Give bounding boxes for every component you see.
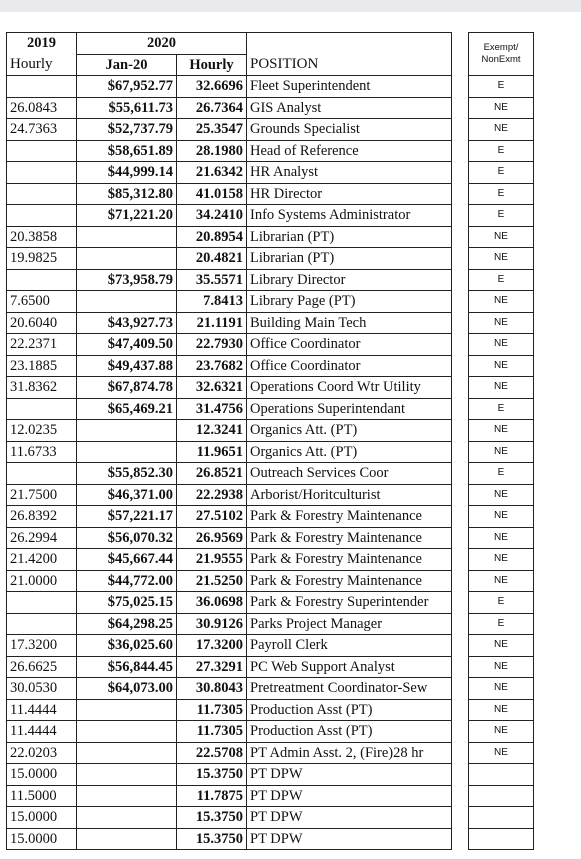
- header-2019: 2019: [7, 33, 77, 55]
- table-row: [7, 699, 534, 721]
- table-row: [7, 162, 534, 184]
- cell-hourly-2020: 36.0698: [177, 592, 247, 614]
- cell-hourly-2020: 17.3200: [177, 635, 247, 657]
- cell-gap: [452, 205, 469, 227]
- cell-exempt-status: [469, 764, 534, 786]
- cell-hourly-2020: 15.3750: [177, 828, 247, 850]
- cell-gap: [452, 355, 469, 377]
- cell-jan20-salary: $45,667.44: [77, 549, 177, 571]
- cell-jan20-salary: [77, 420, 177, 442]
- cell-position: PT DPW: [247, 807, 452, 829]
- cell-jan20-salary: $43,927.73: [77, 312, 177, 334]
- cell-hourly-2019: 15.0000: [7, 764, 77, 786]
- cell-hourly-2019: 22.2371: [7, 334, 77, 356]
- cell-jan20-salary: $52,737.79: [77, 119, 177, 141]
- cell-hourly-2019: 19.9825: [7, 248, 77, 270]
- header-position-top: [247, 33, 452, 55]
- table-row: [7, 76, 534, 98]
- cell-gap: [452, 828, 469, 850]
- cell-gap: [452, 807, 469, 829]
- table-row: [7, 248, 534, 270]
- table-row: [7, 140, 534, 162]
- cell-exempt-status: E: [469, 76, 534, 98]
- cell-jan20-salary: $44,772.00: [77, 570, 177, 592]
- cell-position: Organics Att. (PT): [247, 420, 452, 442]
- document-page: [0, 12, 581, 859]
- cell-jan20-salary: $56,844.45: [77, 656, 177, 678]
- cell-exempt-status: NE: [469, 527, 534, 549]
- cell-hourly-2019: 31.8362: [7, 377, 77, 399]
- header-row-labels: [7, 54, 534, 76]
- cell-position: Grounds Specialist: [247, 119, 452, 141]
- cell-hourly-2019: 15.0000: [7, 807, 77, 829]
- cell-gap: [452, 592, 469, 614]
- cell-gap: [452, 656, 469, 678]
- cell-hourly-2020: 11.7305: [177, 699, 247, 721]
- cell-jan20-salary: [77, 291, 177, 313]
- cell-hourly-2020: 22.5708: [177, 742, 247, 764]
- cell-hourly-2020: 15.3750: [177, 764, 247, 786]
- table-row: [7, 742, 534, 764]
- cell-gap: [452, 334, 469, 356]
- cell-hourly-2019: 21.0000: [7, 570, 77, 592]
- header-row-years: [7, 33, 534, 55]
- table-row: [7, 635, 534, 657]
- cell-gap: [452, 76, 469, 98]
- cell-position: GIS Analyst: [247, 97, 452, 119]
- cell-exempt-status: NE: [469, 699, 534, 721]
- cell-exempt-status: NE: [469, 248, 534, 270]
- cell-position: Office Coordinator: [247, 355, 452, 377]
- cell-hourly-2019: 20.3858: [7, 226, 77, 248]
- header-hourly-2020: Hourly: [177, 54, 247, 76]
- table-row: [7, 226, 534, 248]
- cell-position: PT Admin Asst. 2, (Fire)28 hr: [247, 742, 452, 764]
- table-row: [7, 441, 534, 463]
- cell-jan20-salary: $71,221.20: [77, 205, 177, 227]
- cell-gap: [452, 441, 469, 463]
- cell-hourly-2020: 25.3547: [177, 119, 247, 141]
- cell-hourly-2020: 7.8413: [177, 291, 247, 313]
- cell-hourly-2020: 20.8954: [177, 226, 247, 248]
- table-row: [7, 549, 534, 571]
- cell-position: Operations Coord Wtr Utility: [247, 377, 452, 399]
- cell-position: PT DPW: [247, 764, 452, 786]
- header-2020: 2020: [77, 33, 247, 55]
- cell-position: Library Page (PT): [247, 291, 452, 313]
- table-row: [7, 828, 534, 850]
- cell-hourly-2020: 11.7305: [177, 721, 247, 743]
- cell-exempt-status: E: [469, 613, 534, 635]
- cell-position: Info Systems Administrator: [247, 205, 452, 227]
- cell-exempt-status: [469, 785, 534, 807]
- table-row: [7, 592, 534, 614]
- cell-gap: [452, 398, 469, 420]
- cell-exempt-status: NE: [469, 635, 534, 657]
- cell-gap: [452, 635, 469, 657]
- table-row: [7, 97, 534, 119]
- cell-jan20-salary: [77, 807, 177, 829]
- cell-exempt-status: E: [469, 162, 534, 184]
- cell-position: Park & Forestry Maintenance: [247, 527, 452, 549]
- cell-position: Organics Att. (PT): [247, 441, 452, 463]
- cell-hourly-2020: 22.7930: [177, 334, 247, 356]
- cell-hourly-2019: [7, 398, 77, 420]
- cell-jan20-salary: $73,958.79: [77, 269, 177, 291]
- cell-gap: [452, 506, 469, 528]
- cell-gap: [452, 291, 469, 313]
- cell-jan20-salary: [77, 248, 177, 270]
- table-row: [7, 119, 534, 141]
- cell-hourly-2020: 23.7682: [177, 355, 247, 377]
- cell-jan20-salary: $64,298.25: [77, 613, 177, 635]
- cell-exempt-status: NE: [469, 420, 534, 442]
- cell-hourly-2019: [7, 76, 77, 98]
- cell-hourly-2019: [7, 140, 77, 162]
- cell-hourly-2020: 28.1980: [177, 140, 247, 162]
- cell-hourly-2020: 27.5102: [177, 506, 247, 528]
- cell-position: Outreach Services Coor: [247, 463, 452, 485]
- table-row: [7, 205, 534, 227]
- cell-position: Park & Forestry Maintenance: [247, 570, 452, 592]
- cell-hourly-2019: [7, 205, 77, 227]
- cell-hourly-2019: 24.7363: [7, 119, 77, 141]
- cell-exempt-status: NE: [469, 721, 534, 743]
- cell-hourly-2020: 12.3241: [177, 420, 247, 442]
- cell-exempt-status: NE: [469, 484, 534, 506]
- cell-hourly-2019: [7, 613, 77, 635]
- cell-jan20-salary: $57,221.17: [77, 506, 177, 528]
- table-row: [7, 398, 534, 420]
- table-row: [7, 613, 534, 635]
- cell-gap: [452, 183, 469, 205]
- cell-exempt-status: NE: [469, 291, 534, 313]
- cell-gap: [452, 420, 469, 442]
- cell-hourly-2020: 21.1191: [177, 312, 247, 334]
- cell-exempt-status: E: [469, 592, 534, 614]
- cell-position: Operations Superintendant: [247, 398, 452, 420]
- cell-hourly-2019: 21.4200: [7, 549, 77, 571]
- cell-position: Building Main Tech: [247, 312, 452, 334]
- cell-gap: [452, 269, 469, 291]
- cell-hourly-2019: 26.2994: [7, 527, 77, 549]
- cell-exempt-status: E: [469, 140, 534, 162]
- cell-jan20-salary: $46,371.00: [77, 484, 177, 506]
- cell-exempt-status: NE: [469, 678, 534, 700]
- cell-gap: [452, 248, 469, 270]
- cell-position: Office Coordinator: [247, 334, 452, 356]
- cell-exempt-status: E: [469, 183, 534, 205]
- cell-hourly-2020: 27.3291: [177, 656, 247, 678]
- cell-hourly-2019: 11.4444: [7, 721, 77, 743]
- cell-exempt-status: E: [469, 269, 534, 291]
- cell-hourly-2020: 26.7364: [177, 97, 247, 119]
- cell-hourly-2019: 17.3200: [7, 635, 77, 657]
- cell-hourly-2019: 22.0203: [7, 742, 77, 764]
- cell-jan20-salary: $67,874.78: [77, 377, 177, 399]
- cell-exempt-status: NE: [469, 355, 534, 377]
- table-row: [7, 484, 534, 506]
- cell-jan20-salary: $65,469.21: [77, 398, 177, 420]
- cell-gap: [452, 678, 469, 700]
- header-nonexempt: NonExmt: [469, 54, 534, 76]
- cell-hourly-2019: 20.6040: [7, 312, 77, 334]
- cell-hourly-2020: 21.5250: [177, 570, 247, 592]
- table-row: [7, 721, 534, 743]
- cell-hourly-2019: 11.5000: [7, 785, 77, 807]
- cell-position: Pretreatment Coordinator-Sew: [247, 678, 452, 700]
- cell-exempt-status: E: [469, 205, 534, 227]
- cell-jan20-salary: $47,409.50: [77, 334, 177, 356]
- cell-gap: [452, 463, 469, 485]
- header-hourly-2019: Hourly: [7, 54, 77, 76]
- table-row: [7, 807, 534, 829]
- cell-position: PT DPW: [247, 785, 452, 807]
- cell-gap: [452, 742, 469, 764]
- cell-hourly-2019: 7.6500: [7, 291, 77, 313]
- table-row: [7, 377, 534, 399]
- cell-exempt-status: NE: [469, 570, 534, 592]
- cell-position: PC Web Support Analyst: [247, 656, 452, 678]
- cell-hourly-2019: 11.6733: [7, 441, 77, 463]
- cell-hourly-2019: [7, 592, 77, 614]
- cell-gap: [452, 162, 469, 184]
- cell-jan20-salary: $44,999.14: [77, 162, 177, 184]
- cell-jan20-salary: $55,852.30: [77, 463, 177, 485]
- cell-gap: [452, 764, 469, 786]
- cell-position: Park & Forestry Maintenance: [247, 506, 452, 528]
- table-row: [7, 420, 534, 442]
- cell-gap: [452, 97, 469, 119]
- cell-gap: [452, 613, 469, 635]
- cell-gap: [452, 312, 469, 334]
- table-row: [7, 764, 534, 786]
- cell-position: Library Director: [247, 269, 452, 291]
- cell-hourly-2020: 11.9651: [177, 441, 247, 463]
- table-row: [7, 785, 534, 807]
- cell-hourly-2020: 21.6342: [177, 162, 247, 184]
- cell-position: HR Director: [247, 183, 452, 205]
- table-row: [7, 506, 534, 528]
- cell-position: Park & Forestry Maintenance: [247, 549, 452, 571]
- cell-exempt-status: NE: [469, 334, 534, 356]
- cell-position: Head of Reference: [247, 140, 452, 162]
- cell-jan20-salary: $85,312.80: [77, 183, 177, 205]
- cell-exempt-status: [469, 828, 534, 850]
- cell-position: Production Asst (PT): [247, 721, 452, 743]
- table-row: [7, 570, 534, 592]
- cell-gap: [452, 226, 469, 248]
- cell-hourly-2020: 32.6321: [177, 377, 247, 399]
- cell-exempt-status: E: [469, 463, 534, 485]
- table-row: [7, 678, 534, 700]
- cell-position: Payroll Clerk: [247, 635, 452, 657]
- cell-gap: [452, 549, 469, 571]
- table-row: [7, 183, 534, 205]
- cell-hourly-2019: 30.0530: [7, 678, 77, 700]
- cell-position: Park & Forestry Superintender: [247, 592, 452, 614]
- cell-exempt-status: NE: [469, 656, 534, 678]
- cell-position: Fleet Superintendent: [247, 76, 452, 98]
- cell-hourly-2020: 21.9555: [177, 549, 247, 571]
- cell-gap: [452, 484, 469, 506]
- cell-position: Arborist/Horitculturist: [247, 484, 452, 506]
- cell-hourly-2019: [7, 183, 77, 205]
- cell-jan20-salary: [77, 721, 177, 743]
- cell-hourly-2020: 30.9126: [177, 613, 247, 635]
- cell-hourly-2019: [7, 269, 77, 291]
- header-position: POSITION: [247, 54, 452, 76]
- cell-gap: [452, 527, 469, 549]
- cell-jan20-salary: [77, 785, 177, 807]
- cell-exempt-status: NE: [469, 549, 534, 571]
- cell-exempt-status: NE: [469, 226, 534, 248]
- cell-exempt-status: NE: [469, 742, 534, 764]
- cell-hourly-2020: 22.2938: [177, 484, 247, 506]
- header-jan20: Jan-20: [77, 54, 177, 76]
- cell-jan20-salary: [77, 764, 177, 786]
- cell-hourly-2020: 35.5571: [177, 269, 247, 291]
- table-row: [7, 463, 534, 485]
- cell-gap: [452, 140, 469, 162]
- cell-gap: [452, 570, 469, 592]
- cell-exempt-status: NE: [469, 506, 534, 528]
- table-row: [7, 312, 534, 334]
- cell-hourly-2019: 26.6625: [7, 656, 77, 678]
- cell-exempt-status: [469, 807, 534, 829]
- table-row: [7, 334, 534, 356]
- cell-jan20-salary: $55,611.73: [77, 97, 177, 119]
- cell-jan20-salary: $36,025.60: [77, 635, 177, 657]
- cell-position: Parks Project Manager: [247, 613, 452, 635]
- cell-gap: [452, 721, 469, 743]
- cell-exempt-status: NE: [469, 97, 534, 119]
- cell-hourly-2019: 26.0843: [7, 97, 77, 119]
- cell-hourly-2020: 34.2410: [177, 205, 247, 227]
- cell-hourly-2020: 11.7875: [177, 785, 247, 807]
- header-exempt: Exempt/: [469, 33, 534, 55]
- cell-hourly-2020: 31.4756: [177, 398, 247, 420]
- cell-jan20-salary: [77, 699, 177, 721]
- cell-position: PT DPW: [247, 828, 452, 850]
- cell-hourly-2019: 12.0235: [7, 420, 77, 442]
- salary-table: [6, 32, 534, 850]
- cell-gap: [452, 699, 469, 721]
- cell-gap: [452, 377, 469, 399]
- top-band: [0, 0, 581, 12]
- cell-exempt-status: NE: [469, 377, 534, 399]
- cell-hourly-2020: 26.8521: [177, 463, 247, 485]
- cell-hourly-2020: 30.8043: [177, 678, 247, 700]
- cell-hourly-2019: [7, 162, 77, 184]
- cell-hourly-2019: 26.8392: [7, 506, 77, 528]
- table-row: [7, 355, 534, 377]
- cell-jan20-salary: [77, 742, 177, 764]
- cell-position: Production Asst (PT): [247, 699, 452, 721]
- table-row: [7, 269, 534, 291]
- cell-exempt-status: E: [469, 398, 534, 420]
- cell-hourly-2019: [7, 463, 77, 485]
- cell-jan20-salary: $58,651.89: [77, 140, 177, 162]
- cell-hourly-2019: 15.0000: [7, 828, 77, 850]
- cell-jan20-salary: [77, 828, 177, 850]
- cell-hourly-2020: 20.4821: [177, 248, 247, 270]
- cell-hourly-2020: 32.6696: [177, 76, 247, 98]
- table-row: [7, 527, 534, 549]
- table-row: [7, 656, 534, 678]
- cell-jan20-salary: $75,025.15: [77, 592, 177, 614]
- cell-position: Librarian (PT): [247, 226, 452, 248]
- cell-jan20-salary: [77, 441, 177, 463]
- cell-gap: [452, 785, 469, 807]
- cell-hourly-2020: 41.0158: [177, 183, 247, 205]
- cell-hourly-2019: 21.7500: [7, 484, 77, 506]
- cell-position: Librarian (PT): [247, 248, 452, 270]
- table-row: [7, 291, 534, 313]
- cell-jan20-salary: $49,437.88: [77, 355, 177, 377]
- cell-hourly-2020: 26.9569: [177, 527, 247, 549]
- cell-hourly-2020: 15.3750: [177, 807, 247, 829]
- cell-gap: [452, 119, 469, 141]
- cell-jan20-salary: [77, 226, 177, 248]
- cell-exempt-status: NE: [469, 119, 534, 141]
- cell-jan20-salary: $64,073.00: [77, 678, 177, 700]
- cell-position: HR Analyst: [247, 162, 452, 184]
- cell-exempt-status: NE: [469, 312, 534, 334]
- cell-exempt-status: NE: [469, 441, 534, 463]
- cell-hourly-2019: 11.4444: [7, 699, 77, 721]
- cell-jan20-salary: $56,070.32: [77, 527, 177, 549]
- cell-jan20-salary: $67,952.77: [77, 76, 177, 98]
- cell-hourly-2019: 23.1885: [7, 355, 77, 377]
